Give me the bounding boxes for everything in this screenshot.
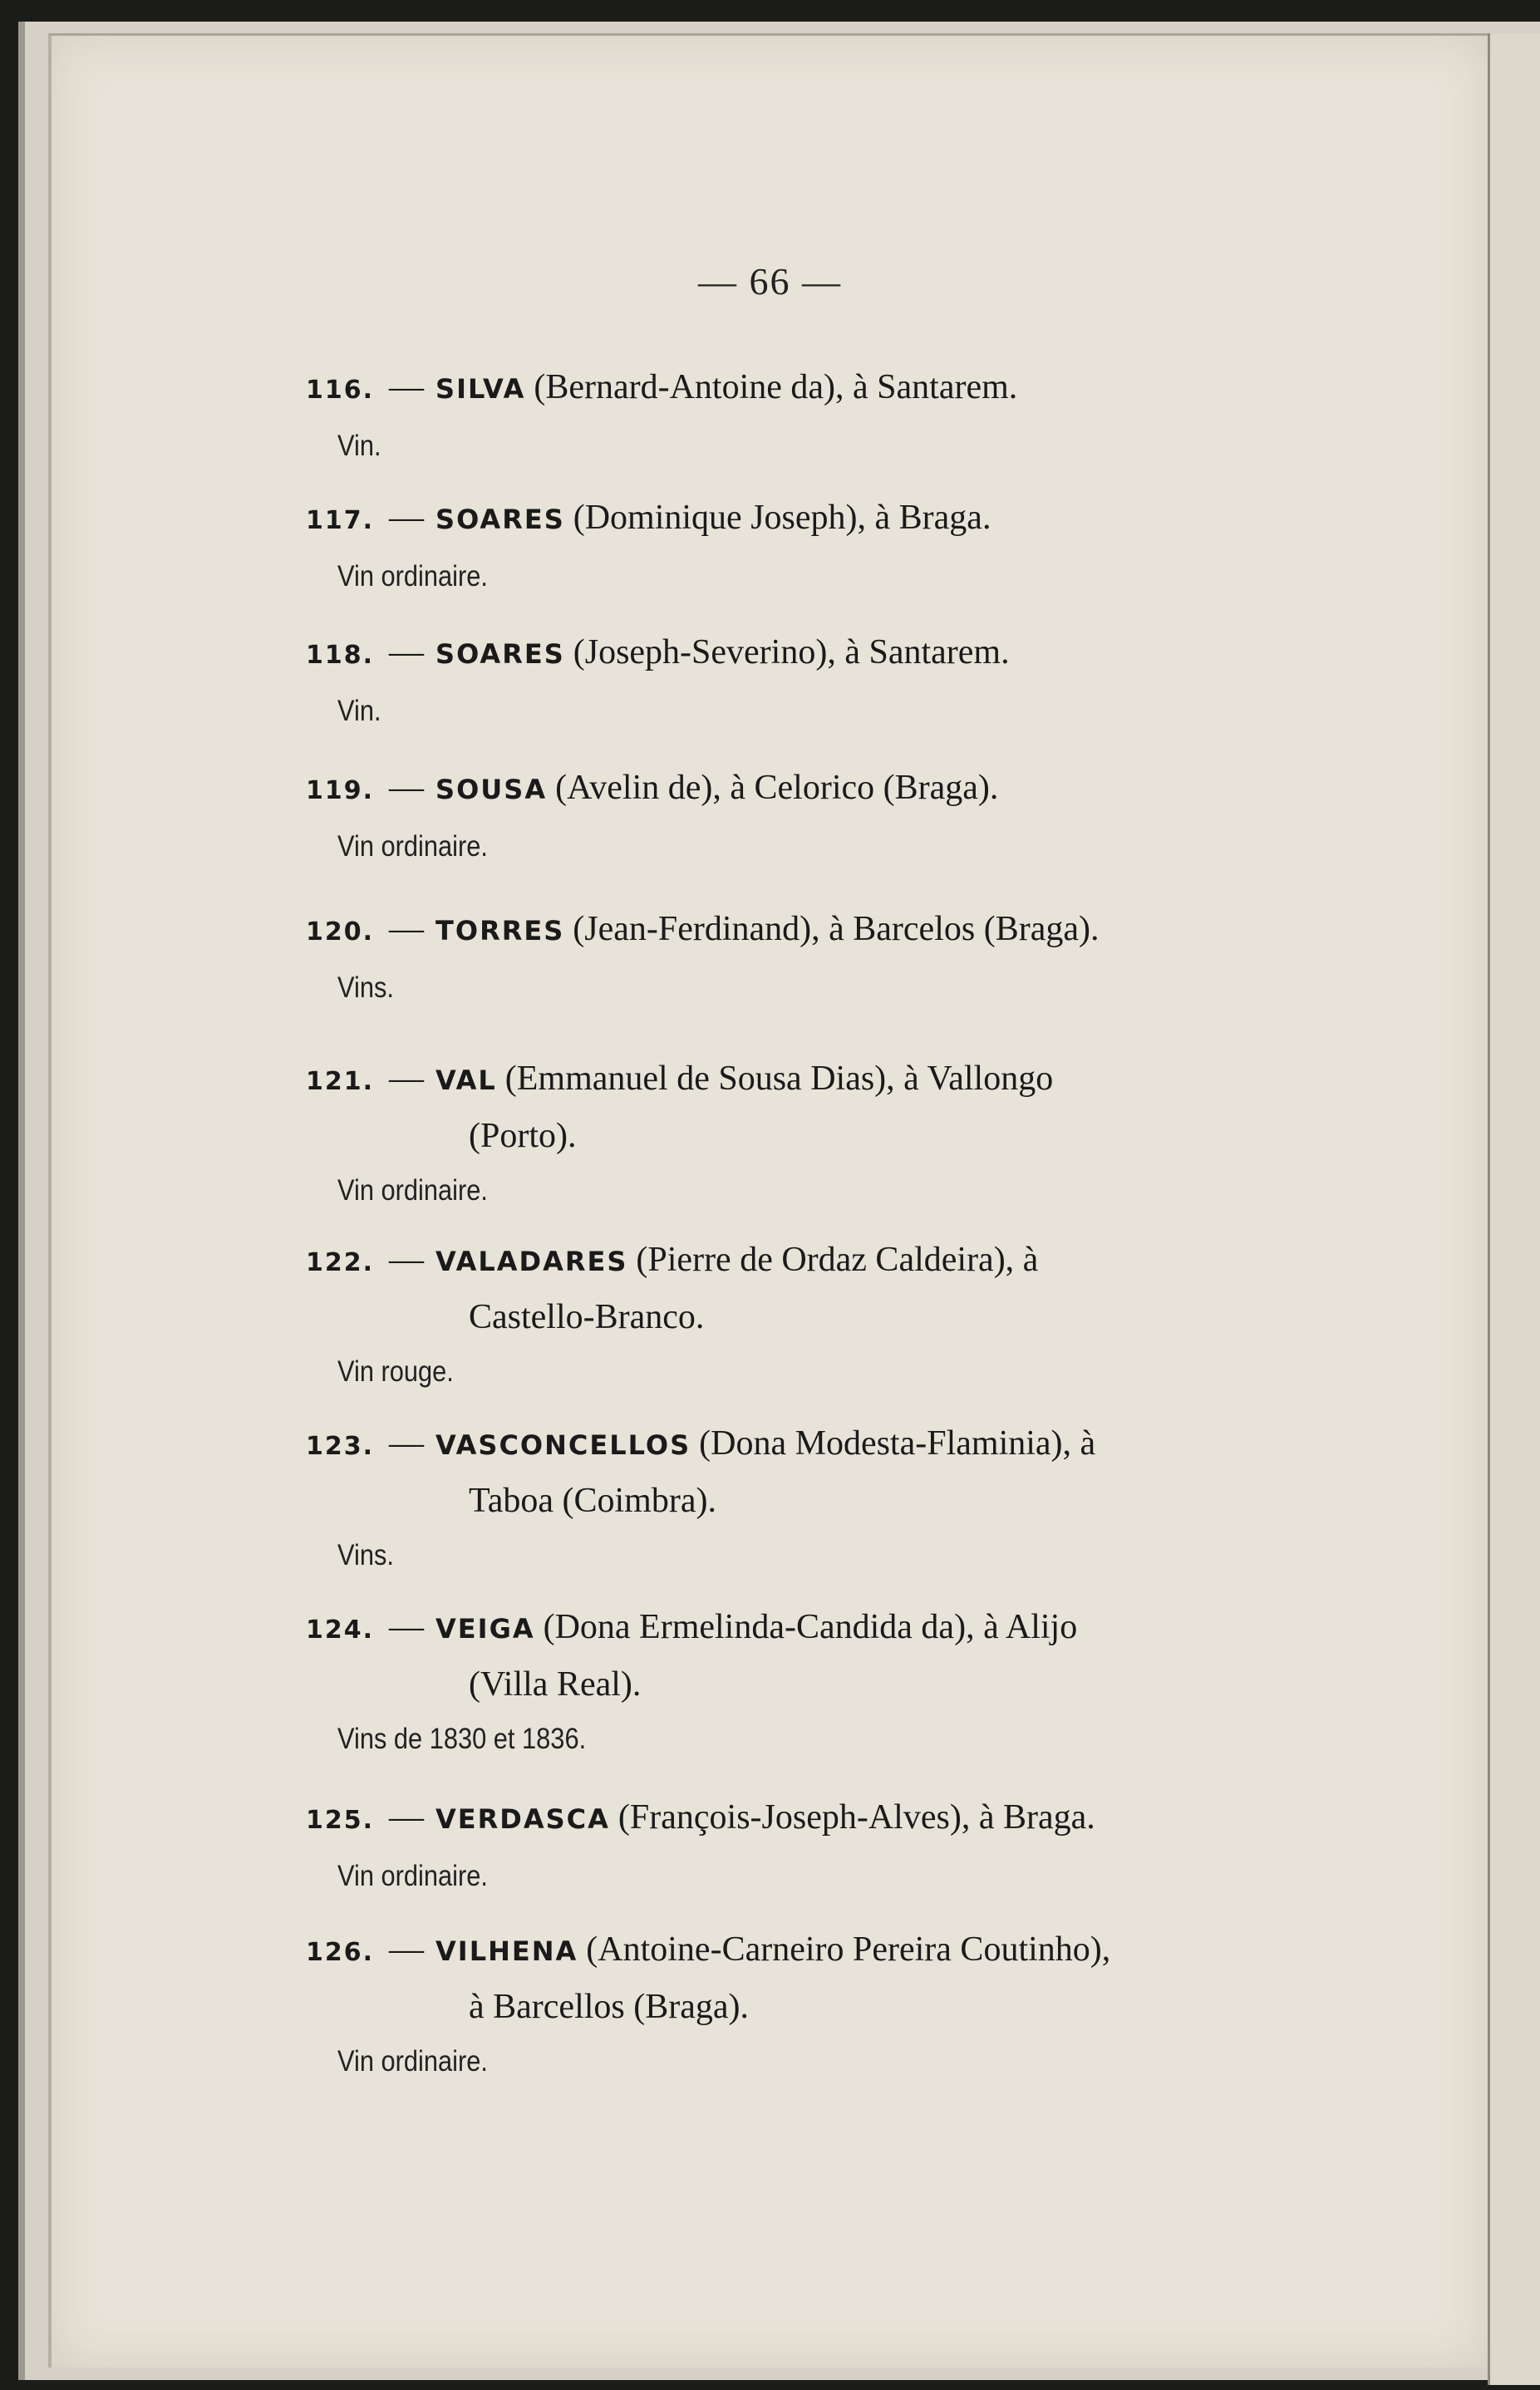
entry-product: Vin ordinaire. bbox=[337, 560, 488, 593]
entry-details: (Antoine-Carneiro Pereira Coutinho), bbox=[586, 1930, 1111, 1969]
underlying-page-edge bbox=[1488, 33, 1540, 2385]
entry-dash: — bbox=[389, 1608, 425, 1646]
entry-dash: — bbox=[389, 1241, 425, 1279]
entry-name: VASCONCELLOS bbox=[435, 1429, 691, 1461]
entry-product: Vins. bbox=[337, 1539, 394, 1571]
entry-name: VILHENA bbox=[435, 1935, 578, 1967]
entry-name: SOUSA bbox=[435, 774, 548, 805]
entry-name: VAL bbox=[435, 1065, 497, 1096]
entry-continuation: (Porto). bbox=[469, 1117, 577, 1155]
entry-number: 119. bbox=[306, 776, 375, 805]
entry-product: Vin ordinaire. bbox=[337, 830, 488, 863]
entry-dash: — bbox=[389, 499, 425, 537]
entry-product: Vins de 1830 et 1836. bbox=[337, 1723, 587, 1755]
entry-details: (Dona Modesta-Flaminia), à bbox=[699, 1424, 1096, 1463]
entry-125 bbox=[306, 1790, 1303, 1893]
page-number: — 66 — bbox=[698, 260, 842, 302]
entry-details: (Bernard-Antoine da), à Santarem. bbox=[534, 368, 1018, 406]
entry-dash: — bbox=[389, 1060, 425, 1098]
entry-122 bbox=[306, 1232, 1303, 1389]
entry-name: VEIGA bbox=[435, 1613, 535, 1645]
entry-number: 116. bbox=[306, 376, 375, 405]
entry-dash: — bbox=[389, 769, 425, 807]
entry-116 bbox=[306, 360, 1303, 463]
entry-number: 121. bbox=[306, 1067, 375, 1096]
entry-number: 118. bbox=[306, 641, 375, 670]
entry-continuation: à Barcellos (Braga). bbox=[469, 1988, 750, 2026]
entry-117 bbox=[306, 490, 1303, 593]
entry-product: Vin ordinaire. bbox=[337, 2045, 488, 2078]
entry-dash: — bbox=[389, 1930, 425, 1969]
entry-119 bbox=[306, 760, 1303, 863]
entry-number: 124. bbox=[306, 1615, 375, 1645]
entry-details: (François-Joseph-Alves), à Braga. bbox=[617, 1798, 1095, 1837]
entry-dash: — bbox=[389, 910, 425, 948]
entry-details: (Avelin de), à Celorico (Braga). bbox=[555, 769, 999, 807]
entry-126 bbox=[306, 1922, 1303, 2078]
entry-number: 123. bbox=[306, 1432, 375, 1461]
entry-details: (Joseph-Severino), à Santarem. bbox=[573, 633, 1010, 671]
entry-product: Vin rouge. bbox=[337, 1355, 454, 1388]
entry-continuation: (Villa Real). bbox=[469, 1665, 642, 1704]
entry-name: SOARES bbox=[435, 504, 565, 535]
entry-dash: — bbox=[389, 1798, 425, 1837]
entry-name: SILVA bbox=[435, 373, 526, 405]
entry-number: 126. bbox=[306, 1938, 375, 1967]
entry-product: Vin. bbox=[337, 430, 381, 462]
entry-number: 125. bbox=[306, 1806, 375, 1835]
entry-dash: — bbox=[389, 1424, 425, 1463]
entry-120 bbox=[306, 902, 1303, 1005]
entry-number: 120. bbox=[306, 917, 375, 947]
entry-118 bbox=[306, 625, 1303, 728]
entry-product: Vins. bbox=[337, 971, 394, 1004]
entry-product: Vin ordinaire. bbox=[337, 1860, 488, 1892]
entry-dash: — bbox=[389, 633, 425, 671]
entry-name: VALADARES bbox=[435, 1246, 628, 1277]
entry-124 bbox=[306, 1600, 1303, 1756]
entry-details: (Dona Ermelinda-Candida da), à Alijo bbox=[543, 1608, 1078, 1646]
entry-details: (Dominique Joseph), à Braga. bbox=[573, 499, 991, 537]
entry-name: TORRES bbox=[435, 915, 565, 947]
entry-product: Vin. bbox=[337, 695, 381, 727]
entry-details: (Emmanuel de Sousa Dias), à Vallongo bbox=[504, 1060, 1054, 1098]
entry-continuation: Taboa (Coimbra). bbox=[469, 1482, 716, 1520]
entry-dash: — bbox=[389, 368, 425, 406]
entry-name: VERDASCA bbox=[435, 1803, 610, 1835]
entry-product: Vin ordinaire. bbox=[337, 1174, 488, 1207]
entry-continuation: Castello-Branco. bbox=[469, 1298, 705, 1336]
entry-number: 122. bbox=[306, 1248, 375, 1277]
entry-121 bbox=[306, 1051, 1303, 1207]
entry-details: (Pierre de Ordaz Caldeira), à bbox=[636, 1241, 1039, 1279]
entry-number: 117. bbox=[306, 506, 375, 535]
entry-123 bbox=[306, 1416, 1303, 1572]
entry-details: (Jean-Ferdinand), à Barcelos (Braga). bbox=[573, 910, 1100, 948]
entry-name: SOARES bbox=[435, 638, 565, 670]
